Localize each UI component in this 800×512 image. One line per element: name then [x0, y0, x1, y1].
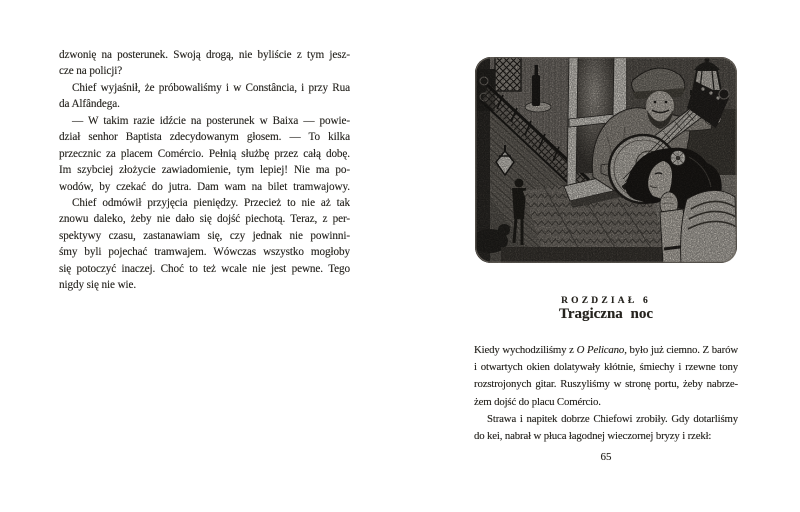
body-line: nigdy się nie wie.: [59, 279, 137, 292]
chapter-illustration: [475, 57, 737, 263]
body-line: wodów, by czekać do jutra. Dam wam na bilet tramwajowy.: [59, 180, 350, 193]
body-line: dzwonię na posterunek. Swoją drogą, nie byliście z tym jesz-: [59, 49, 350, 61]
body-line: znowu daleko, żeby nie dało się dojść piechotą. Teraz, z per-: [59, 213, 350, 226]
body-line: Im szybciej złożycie zawiadomienie, tym lepiej! Nie ma po-: [59, 164, 350, 177]
body-line: Chief wyjaśnił, że próbowaliśmy i w Constância, i przy Rua: [72, 81, 350, 94]
body-line: dział senhor Baptista zdecydowanym głosem. — To kilka: [59, 131, 350, 144]
body-line: cze na policji?: [59, 65, 123, 78]
body-line: i otwartych okien dolatywały kłótnie, śmiechy i rzewne tony: [474, 361, 738, 374]
text-segment: Kiedy wychodziliśmy z: [474, 344, 577, 356]
book-title-italic: O Pelicano: [576, 344, 625, 356]
page-number: 65: [600, 451, 612, 463]
stipple-texture: [475, 57, 737, 263]
body-line: do kei, nabrał w płuca łagodnej wieczornej bryzy i rzekł:: [474, 429, 712, 442]
left-page-text: [59, 47, 350, 294]
body-line: spektywy czasu, zastanawiam się, czy jednak nie powinni-: [59, 229, 350, 242]
right-page-text: [474, 342, 738, 445]
body-line: da Alfândega.: [59, 98, 120, 111]
body-line: żem dojść do placu Comércio.: [474, 395, 601, 408]
chapter-number-label: ROZDZIAŁ 6: [561, 296, 651, 306]
body-line: Chief odmówił przyjęcia pieniędzy. Przecież to nie aż tak: [72, 196, 350, 209]
chapter-title: Tragiczna noc: [558, 306, 654, 322]
body-line: — W takim razie idźcie na posterunek w Baixa — powie-: [72, 114, 350, 127]
body-line: rozstrojonych gitar. Ruszyliśmy w stronę portu, żeby nabrze-: [474, 378, 738, 391]
text-segment: , było już ciemno. Z barów: [624, 344, 738, 356]
body-line: przecznic za placem Comércio. Pełnią służbę przez całą dobę.: [59, 147, 350, 160]
body-line: Strawa i napitek dobrze Chiefowi zrobiły. Gdy dotarliśmy: [487, 412, 738, 425]
body-line: [474, 342, 738, 359]
body-line: się potoczyć inaczej. Choć to też wcale nie jest pewne. Tego: [59, 262, 350, 275]
body-line: śmy byli pojechać tramwajem. Wówczas wszystko mogłoby: [59, 246, 350, 259]
